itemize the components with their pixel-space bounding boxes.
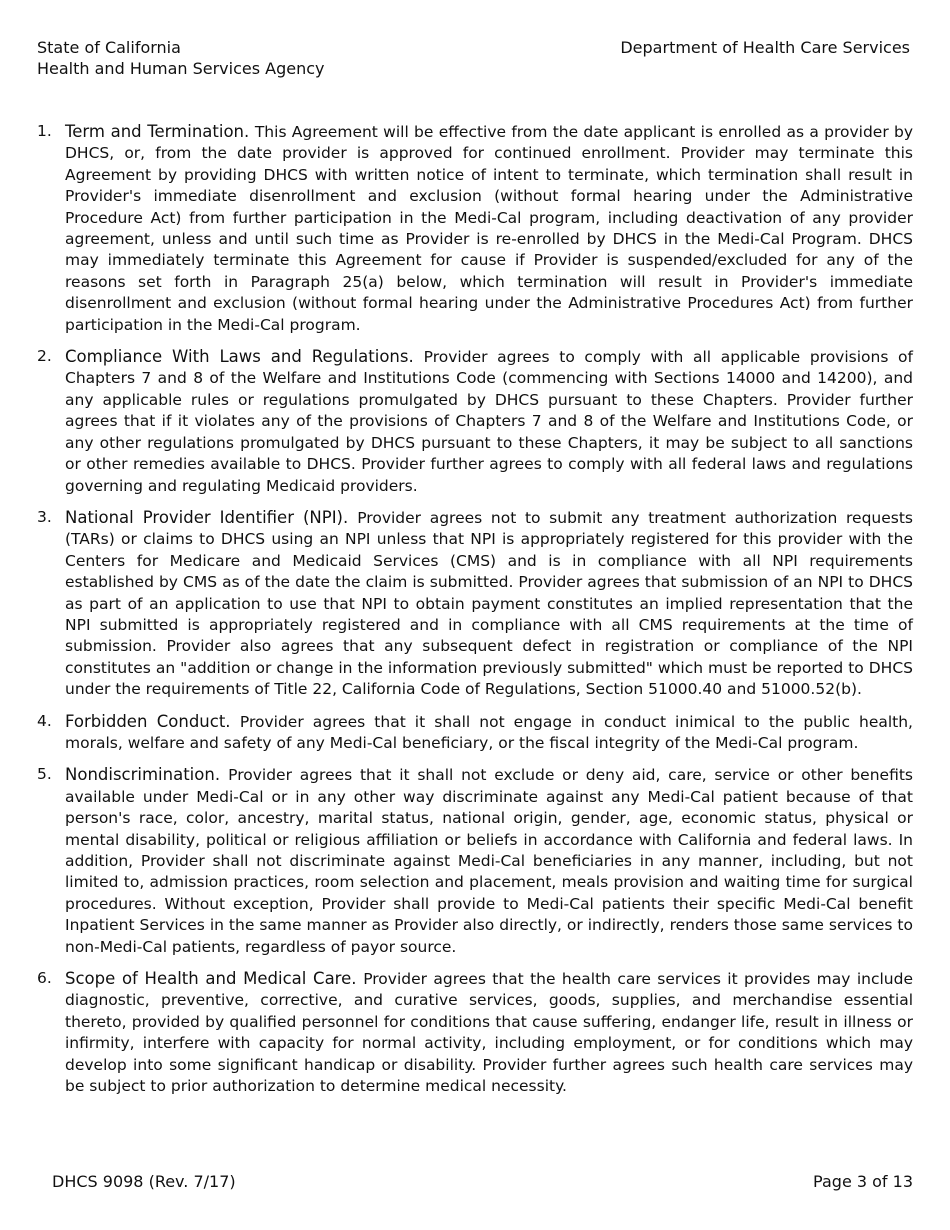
- sections-list: [37, 121, 913, 1097]
- section-body: Provider agrees that it shall not engage in conduct inimical to the public health, morals, welfare and safety of any Medi-Cal beneficiary, or the fiscal integrity of the Medi-Cal program.: [65, 712, 913, 752]
- header-agency: [37, 37, 325, 79]
- header-state: State of California: [37, 38, 181, 57]
- section-title: Term and Termination.: [65, 122, 255, 141]
- section-number: 5.: [37, 765, 52, 784]
- section-forbidden-conduct: [37, 711, 913, 755]
- section-title: Compliance With Laws and Regulations.: [65, 347, 424, 367]
- section-body: Provider agrees not to submit any treatment authorization requests (TARs) or claims to DHCS using an NPI unless that NPI is appropriately registered for this provider with the Centers for Medicare and Medicaid Services (CMS) and is in compliance with all NPI requirements established by CMS as of the date the claim is submitted. Provider agrees that submission of an NPI to DHCS as part of an application to use that NPI to obtain payment constitutes an implied representation that the NPI submitted is appropriately registered and in compliance with all CMS requirements at the time of submission. Provider also agrees that any subsequent defect in registration or compliance of the NPI constitutes an "addition or change in the information previously submitted" which must be reported to DHCS under the requirements of Title 22, California Code of Regulations, Section 51000.40 and 51000.52(b).: [65, 508, 914, 699]
- section-body: Provider agrees that it shall not exclude or deny aid, care, service or other benefits available under Medi-Cal or in any other way discriminate against any Medi-Cal patient because of that person's race, color, ancestry, marital status, national origin, gender, age, economic status, physical or mental disability, political or religious affiliation or beliefs in accordance with California and federal laws. In addition, Provider shall not discriminate against Medi-Cal beneficiaries in any manner, including, but not limited to, admission practices, room selection and placement, meals provision and waiting time for surgical procedures. Without exception, Provider shall provide to Medi-Cal patients their specific Medi-Cal benefit Inpatient Services in the same manner as Provider also directly, or indirectly, renders those same services to non-Medi-Cal patients, regardless of payor source.: [65, 766, 913, 956]
- section-national-provider-identifier: [37, 507, 913, 701]
- section-title: Scope of Health and Medical Care.: [65, 969, 364, 989]
- header-agency-name: Health and Human Services Agency: [37, 59, 325, 78]
- section-number: 3.: [37, 507, 52, 526]
- section-number: 2.: [37, 347, 52, 366]
- section-number: 4.: [37, 711, 52, 730]
- section-number: 6.: [37, 969, 52, 988]
- section-scope-of-care: [37, 968, 913, 1097]
- header-department-name: Department of Health Care Services: [620, 38, 910, 57]
- section-compliance-with-laws: [37, 346, 913, 497]
- section-title: Forbidden Conduct.: [65, 711, 240, 731]
- section-nondiscrimination: [37, 764, 913, 958]
- section-title: Nondiscrimination.: [65, 765, 229, 785]
- form-id: DHCS 9098 (Rev. 7/17): [52, 1172, 236, 1191]
- page-number: Page 3 of 13: [813, 1172, 913, 1191]
- section-body: This Agreement will be effective from the date applicant is enrolled as a provider by DHCS, or, from the date provider is approved for continued enrollment. Provider may terminate this Agreement by providing DHCS with written notice of intent to terminate, which termination shall result in Provider's immediate disenrollment and exclusion (without formal hearing under the Administrative Procedure Act) from further participation in the Medi-Cal program, including deactivation of any provider agreement, unless and until such time as Provider is re-enrolled by DHCS in the Medi-Cal Program. DHCS may immediately terminate this Agreement for cause if Provider is suspended/excluded for any of the reasons set forth in Paragraph 25(a) below, which termination will result in Provider's immediate disenrollment and exclusion (without formal hearing under the Administrative Procedures Act) from further participation in the Medi-Cal program.: [65, 123, 913, 334]
- section-title: National Provider Identifier (NPI).: [65, 507, 358, 527]
- header-department: [620, 37, 910, 58]
- section-body: Provider agrees to comply with all applicable provisions of Chapters 7 and 8 of the Welfare and Institutions Code (commencing with Sections 14000 and 14200), and any applicable rules or regulations promulgated by DHCS pursuant to these Chapters. Provider further agrees that if it violates any of the provisions of Chapters 7 and 8 of the Welfare and Institutions Code, or any other regulations promulgated by DHCS pursuant to these Chapters, it may be subject to all sanctions or other remedies available to DHCS. Provider further agrees to comply with all federal laws and regulations governing and regulating Medicaid providers.: [65, 348, 913, 495]
- section-number: 1.: [37, 122, 52, 140]
- section-body: Provider agrees that the health care services it provides may include diagnostic, preventive, corrective, and curative services, goods, supplies, and merchandise essential thereto, provided by qualified personnel for conditions that cause suffering, endanger life, result in illness or infirmity, interfere with capacity for normal activity, including employment, or for conditions which may develop into some significant handicap or disability. Provider further agrees such health care services may be subject to prior authorization to determine medical necessity.: [65, 970, 913, 1096]
- document-body: [37, 121, 913, 1107]
- section-term-and-termination: [37, 121, 913, 336]
